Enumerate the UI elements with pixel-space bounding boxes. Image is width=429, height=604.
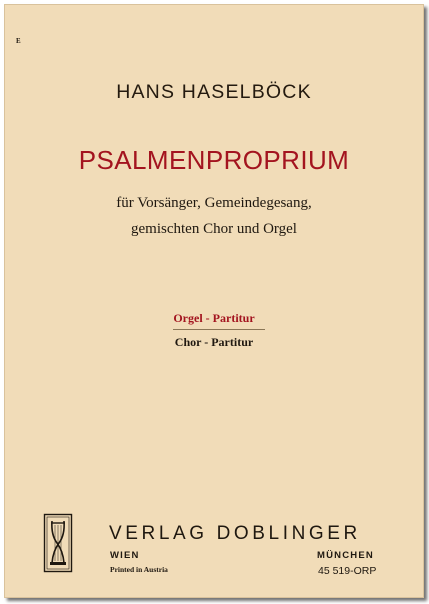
corner-mark: E [16, 37, 21, 45]
publisher-name: VERLAG DOBLINGER [109, 523, 361, 544]
doblinger-lyre-emblem-icon [43, 513, 73, 573]
instrumentation-line-2: gemischten Chor und Orgel [131, 221, 297, 237]
edition-choir-score: Chor - Partitur [174, 335, 254, 349]
instrumentation-line-1: für Vorsänger, Gemeindegesang, [116, 195, 312, 211]
score-cover [4, 4, 424, 598]
edition-divider [173, 329, 265, 330]
edition-organ-score: Orgel - Partitur [173, 311, 255, 325]
publisher-city-munich: MÜNCHEN [317, 550, 374, 561]
catalog-number: 45 519-ORP [318, 565, 377, 577]
publisher-city-vienna: WIEN [110, 550, 140, 561]
composer-name: HANS HASELBÖCK [116, 81, 312, 103]
work-title: PSALMENPROPRIUM [78, 145, 350, 175]
printed-in-note: Printed in Austria [110, 565, 168, 574]
